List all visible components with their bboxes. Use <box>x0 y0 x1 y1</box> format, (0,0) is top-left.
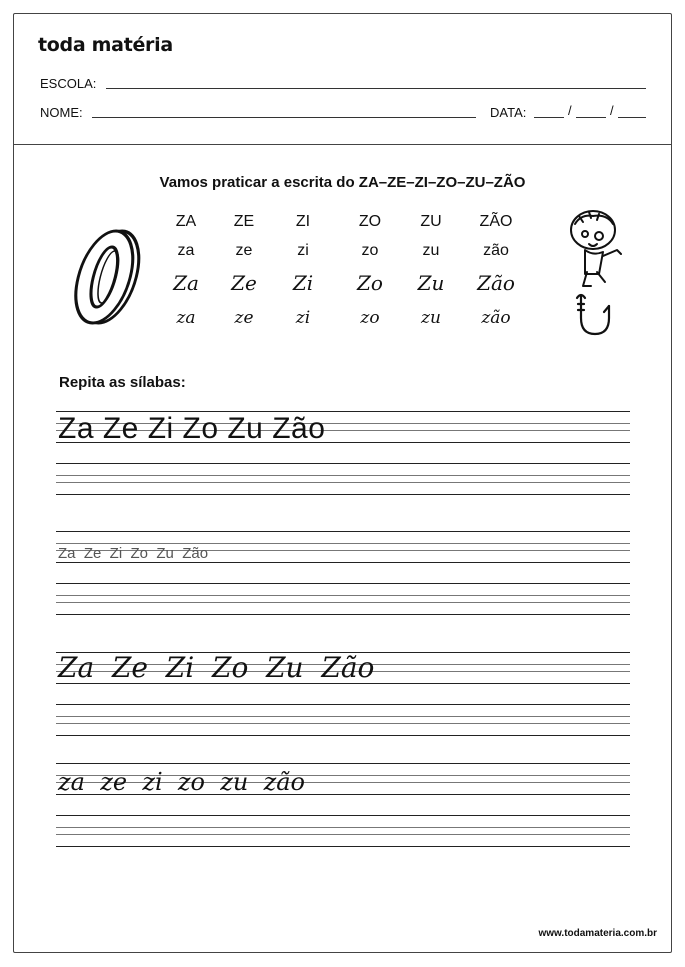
school-label: ESCOLA: <box>40 76 97 91</box>
brand-logo: toda matéria <box>38 34 173 56</box>
date-separator: / <box>610 103 614 118</box>
syllable-cursive-lower: zo <box>360 308 380 328</box>
syllable-cursive-upper: Ze <box>231 271 257 295</box>
syllable-cursive-upper: Zão <box>477 271 515 295</box>
syllable-cursive-upper: Zo <box>357 271 383 295</box>
footer-url: www.todamateria.com.br <box>538 928 657 939</box>
syllable-cursive-lower: zu <box>421 308 441 328</box>
syllable-upper: ZU <box>420 213 442 230</box>
zombie-character-illustration <box>559 206 639 346</box>
date-day-field[interactable] <box>534 117 564 118</box>
syllable-cursive-lower: zi <box>295 308 311 328</box>
syllable-lower: zu <box>422 242 440 259</box>
name-field[interactable] <box>92 117 476 118</box>
date-month-field[interactable] <box>576 117 606 118</box>
date-year-field[interactable] <box>618 117 646 118</box>
school-field[interactable] <box>106 88 646 89</box>
syllable-upper: ZA <box>175 213 197 230</box>
syllable-cursive-upper: Zi <box>292 271 314 295</box>
practice-row-print-large: Za Ze Zi Zo Zu Zão <box>58 412 326 445</box>
syllable-lower: za <box>177 242 195 259</box>
syllable-cursive-lower: za <box>176 308 196 328</box>
date-separator: / <box>568 103 572 118</box>
practice-row-cursive-lower: za ze zi zo zu zão <box>58 768 306 796</box>
syllable-lower: zo <box>361 242 379 259</box>
worksheet-title: Vamos praticar a escrita do ZA–ZE–ZI–ZO–ZU–ZÃO <box>159 174 526 191</box>
syllable-upper: ZO <box>358 213 382 230</box>
practice-row-print-dotted: Za Ze Zi Zo Zu Zão <box>58 545 209 562</box>
syllable-cursive-lower: ze <box>234 308 254 328</box>
practice-row-cursive-upper: Za Ze Zi Zo Zu Zão <box>58 651 375 684</box>
header <box>14 14 671 145</box>
syllable-cursive-upper: Zu <box>417 271 445 295</box>
syllable-upper: ZI <box>295 213 311 230</box>
syllable-lower: zão <box>483 242 509 259</box>
date-label: DATA: <box>490 105 527 120</box>
syllable-lower: zi <box>297 242 309 259</box>
syllable-upper: ZÃO <box>479 213 513 230</box>
worksheet <box>13 13 672 953</box>
syllable-cursive-upper: Za <box>173 271 199 295</box>
syllable-upper: ZE <box>233 213 255 230</box>
section-title: Repita as sílabas: <box>59 374 186 391</box>
syllable-cursive-lower: zão <box>481 308 511 328</box>
syllable-lower: ze <box>235 242 253 259</box>
name-label: NOME: <box>40 105 83 120</box>
big-z-letter-illustration <box>66 222 141 332</box>
